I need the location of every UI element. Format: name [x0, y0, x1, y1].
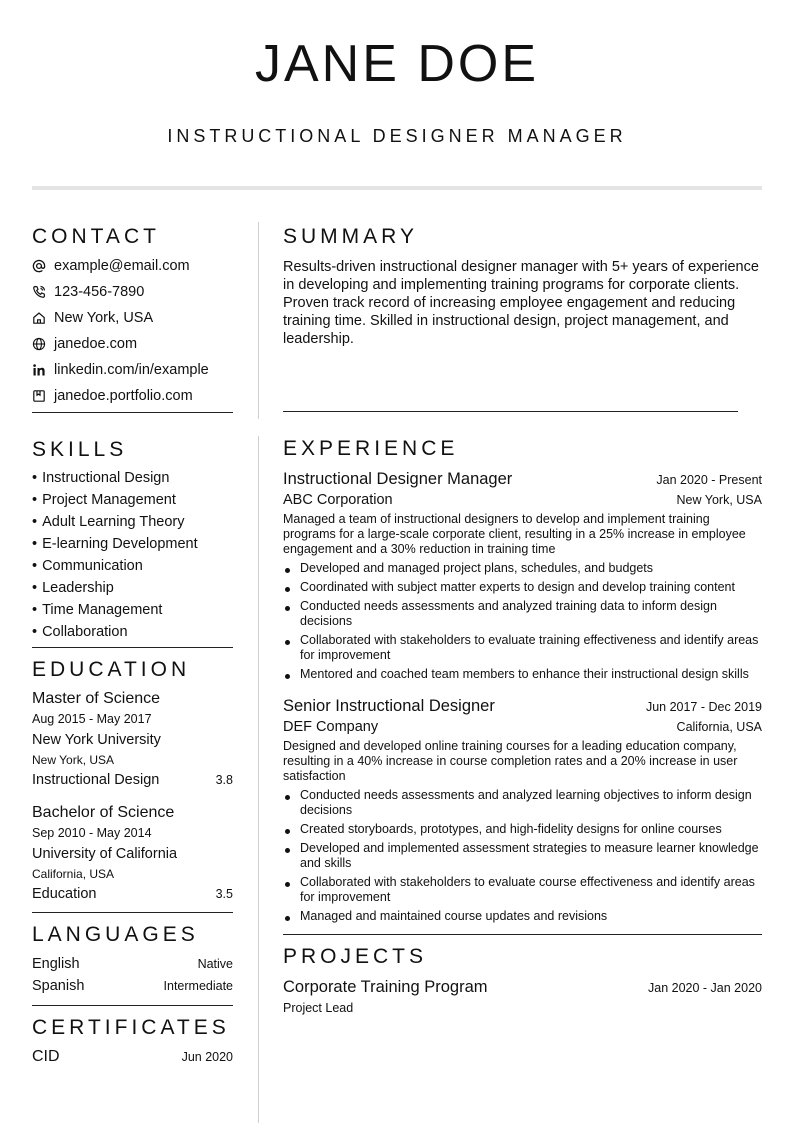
skill-item: • Instructional Design: [32, 467, 233, 489]
experience-entry: [283, 695, 762, 924]
candidate-title: INSTRUCTIONAL DESIGNER MANAGER: [167, 126, 627, 146]
education-degree: Master of Science: [32, 690, 161, 707]
skill-item: • Time Management: [32, 599, 233, 621]
job-location: New York, USA: [676, 493, 762, 507]
skill-item: • Collaboration: [32, 621, 233, 643]
skill-item: • Adult Learning Theory: [32, 511, 233, 533]
job-description: Designed and developed online training courses for a leading education company, resulting in a 40% increase in course completion rates and a 20% increase in user satisfaction: [283, 739, 738, 783]
header-divider: [32, 186, 762, 190]
summary-text: Results-driven instructional designer manager with 5+ years of experience in developing and implementing training programs for corporate clients. Proven track record of increasing employee engagement and reducing training time. Skilled in instructional design, project management, and leadership.: [283, 259, 759, 347]
project-name: Corporate Training Program: [283, 978, 488, 996]
project-role: Project Lead: [283, 1001, 354, 1015]
experience-section: [283, 436, 762, 935]
job-bullet: Collaborated with stakeholders to evaluate training effectiveness and identify areas for improvement: [283, 633, 762, 663]
certificate-row: [32, 1047, 233, 1067]
skills-divider: [32, 647, 233, 648]
language-row: [32, 953, 233, 975]
skill-item: • Project Management: [32, 489, 233, 511]
job-dates: Jan 2020 - Present: [656, 473, 762, 487]
skill-item: • Leadership: [32, 577, 233, 599]
job-bullet: Conducted needs assessments and analyzed training data to inform design decisions: [283, 599, 762, 629]
education-heading: EDUCATION: [32, 658, 191, 681]
contact-email-text: example@email.com: [54, 258, 190, 274]
language-name: Spanish: [32, 978, 85, 994]
contact-website-text: janedoe.com: [54, 336, 138, 352]
contact-portfolio[interactable]: [32, 383, 233, 409]
skills-section: [32, 437, 233, 648]
skill-item: • Communication: [32, 555, 233, 577]
languages-section: [32, 922, 233, 1006]
portfolio-icon: [32, 389, 46, 403]
job-title: Instructional Designer Manager: [283, 470, 513, 488]
language-level: Native: [197, 957, 233, 971]
education-field: Education: [32, 886, 97, 902]
job-bullets: [283, 561, 762, 682]
globe-icon: [32, 337, 46, 351]
skill-item: • E-learning Development: [32, 533, 233, 555]
job-bullet: Managed and maintained course updates and revisions: [283, 909, 762, 924]
education-school: New York University: [32, 732, 161, 748]
experience-entry: [283, 468, 762, 682]
at-icon: [32, 259, 46, 273]
contact-section: [32, 224, 233, 413]
job-dates: Jun 2017 - Dec 2019: [645, 700, 762, 714]
education-field: Instructional Design: [32, 772, 160, 788]
job-bullet: Created storyboards, prototypes, and high-fidelity designs for online courses: [283, 822, 762, 837]
job-bullet: Developed and managed project plans, schedules, and budgets: [283, 561, 762, 576]
experience-divider: [283, 934, 762, 935]
education-dates: Aug 2015 - May 2017: [32, 712, 152, 726]
education-location: New York, USA: [32, 753, 115, 767]
education-school: University of California: [32, 846, 178, 862]
linkedin-icon: [32, 363, 46, 377]
skills-list: [32, 467, 233, 643]
project-entry: [283, 976, 762, 1018]
right-column: [283, 224, 762, 1018]
left-column: [32, 224, 233, 1067]
job-title: Senior Instructional Designer: [283, 697, 495, 715]
certificate-name: CID: [32, 1048, 60, 1065]
contact-linkedin[interactable]: [32, 357, 233, 383]
contact-location-text: New York, USA: [54, 310, 154, 326]
contact-linkedin-text: linkedin.com/in/example: [54, 362, 209, 378]
job-location: California, USA: [676, 720, 762, 734]
job-bullets: [283, 788, 762, 924]
certificates-heading: CERTIFICATES: [32, 1016, 230, 1039]
contact-location: [32, 305, 233, 331]
education-entry: [32, 689, 233, 791]
education-dates: Sep 2010 - May 2014: [32, 826, 152, 840]
languages-divider: [32, 1005, 233, 1006]
job-company: DEF Company: [283, 719, 379, 735]
certificate-date: Jun 2020: [181, 1050, 233, 1064]
language-level: Intermediate: [163, 979, 233, 993]
job-company: ABC Corporation: [283, 492, 393, 508]
job-description: Managed a team of instructional designers to develop and implement training programs for a large-scale corporate client, resulting in a 25% increase in employee engagement and a 30% reduction in training time: [283, 512, 746, 556]
column-divider-bottom: [258, 436, 259, 1123]
language-name: English: [32, 956, 80, 972]
projects-section: [283, 944, 762, 1018]
contact-portfolio-text: janedoe.portfolio.com: [54, 388, 193, 404]
summary-divider: [283, 411, 738, 412]
contact-heading: CONTACT: [32, 225, 160, 248]
summary-heading: SUMMARY: [283, 225, 418, 248]
contact-website[interactable]: [32, 331, 233, 357]
home-icon: [32, 311, 46, 325]
experience-heading: EXPERIENCE: [283, 437, 459, 460]
job-bullet: Mentored and coached team members to enhance their instructional design skills: [283, 667, 762, 682]
certificates-section: [32, 1015, 233, 1067]
language-row: [32, 975, 233, 997]
education-degree: Bachelor of Science: [32, 804, 175, 821]
job-bullet: Collaborated with stakeholders to evaluate course effectiveness and identify areas for improvement: [283, 875, 762, 905]
education-section: [32, 657, 233, 913]
education-divider: [32, 912, 233, 913]
phone-icon: [32, 285, 46, 299]
contact-phone-text: 123-456-7890: [54, 284, 145, 300]
projects-heading: PROJECTS: [283, 945, 428, 968]
skills-heading: SKILLS: [32, 438, 128, 461]
education-gpa: 3.8: [215, 773, 233, 787]
project-dates: Jan 2020 - Jan 2020: [648, 981, 762, 995]
contact-phone[interactable]: [32, 279, 233, 305]
languages-heading: LANGUAGES: [32, 923, 199, 946]
job-bullet: Conducted needs assessments and analyzed learning objectives to inform design decisions: [283, 788, 762, 818]
education-gpa: 3.5: [215, 887, 233, 901]
contact-divider: [32, 412, 233, 413]
column-divider-top: [258, 222, 259, 419]
candidate-name: JANE DOE: [254, 35, 540, 93]
contact-email[interactable]: [32, 253, 233, 279]
education-entry: [32, 803, 233, 905]
summary-section: [283, 224, 762, 412]
job-bullet: Developed and implemented assessment strategies to measure learner knowledge and skills: [283, 841, 762, 871]
education-location: California, USA: [32, 867, 115, 881]
job-bullet: Coordinated with subject matter experts to design and develop training content: [283, 580, 762, 595]
